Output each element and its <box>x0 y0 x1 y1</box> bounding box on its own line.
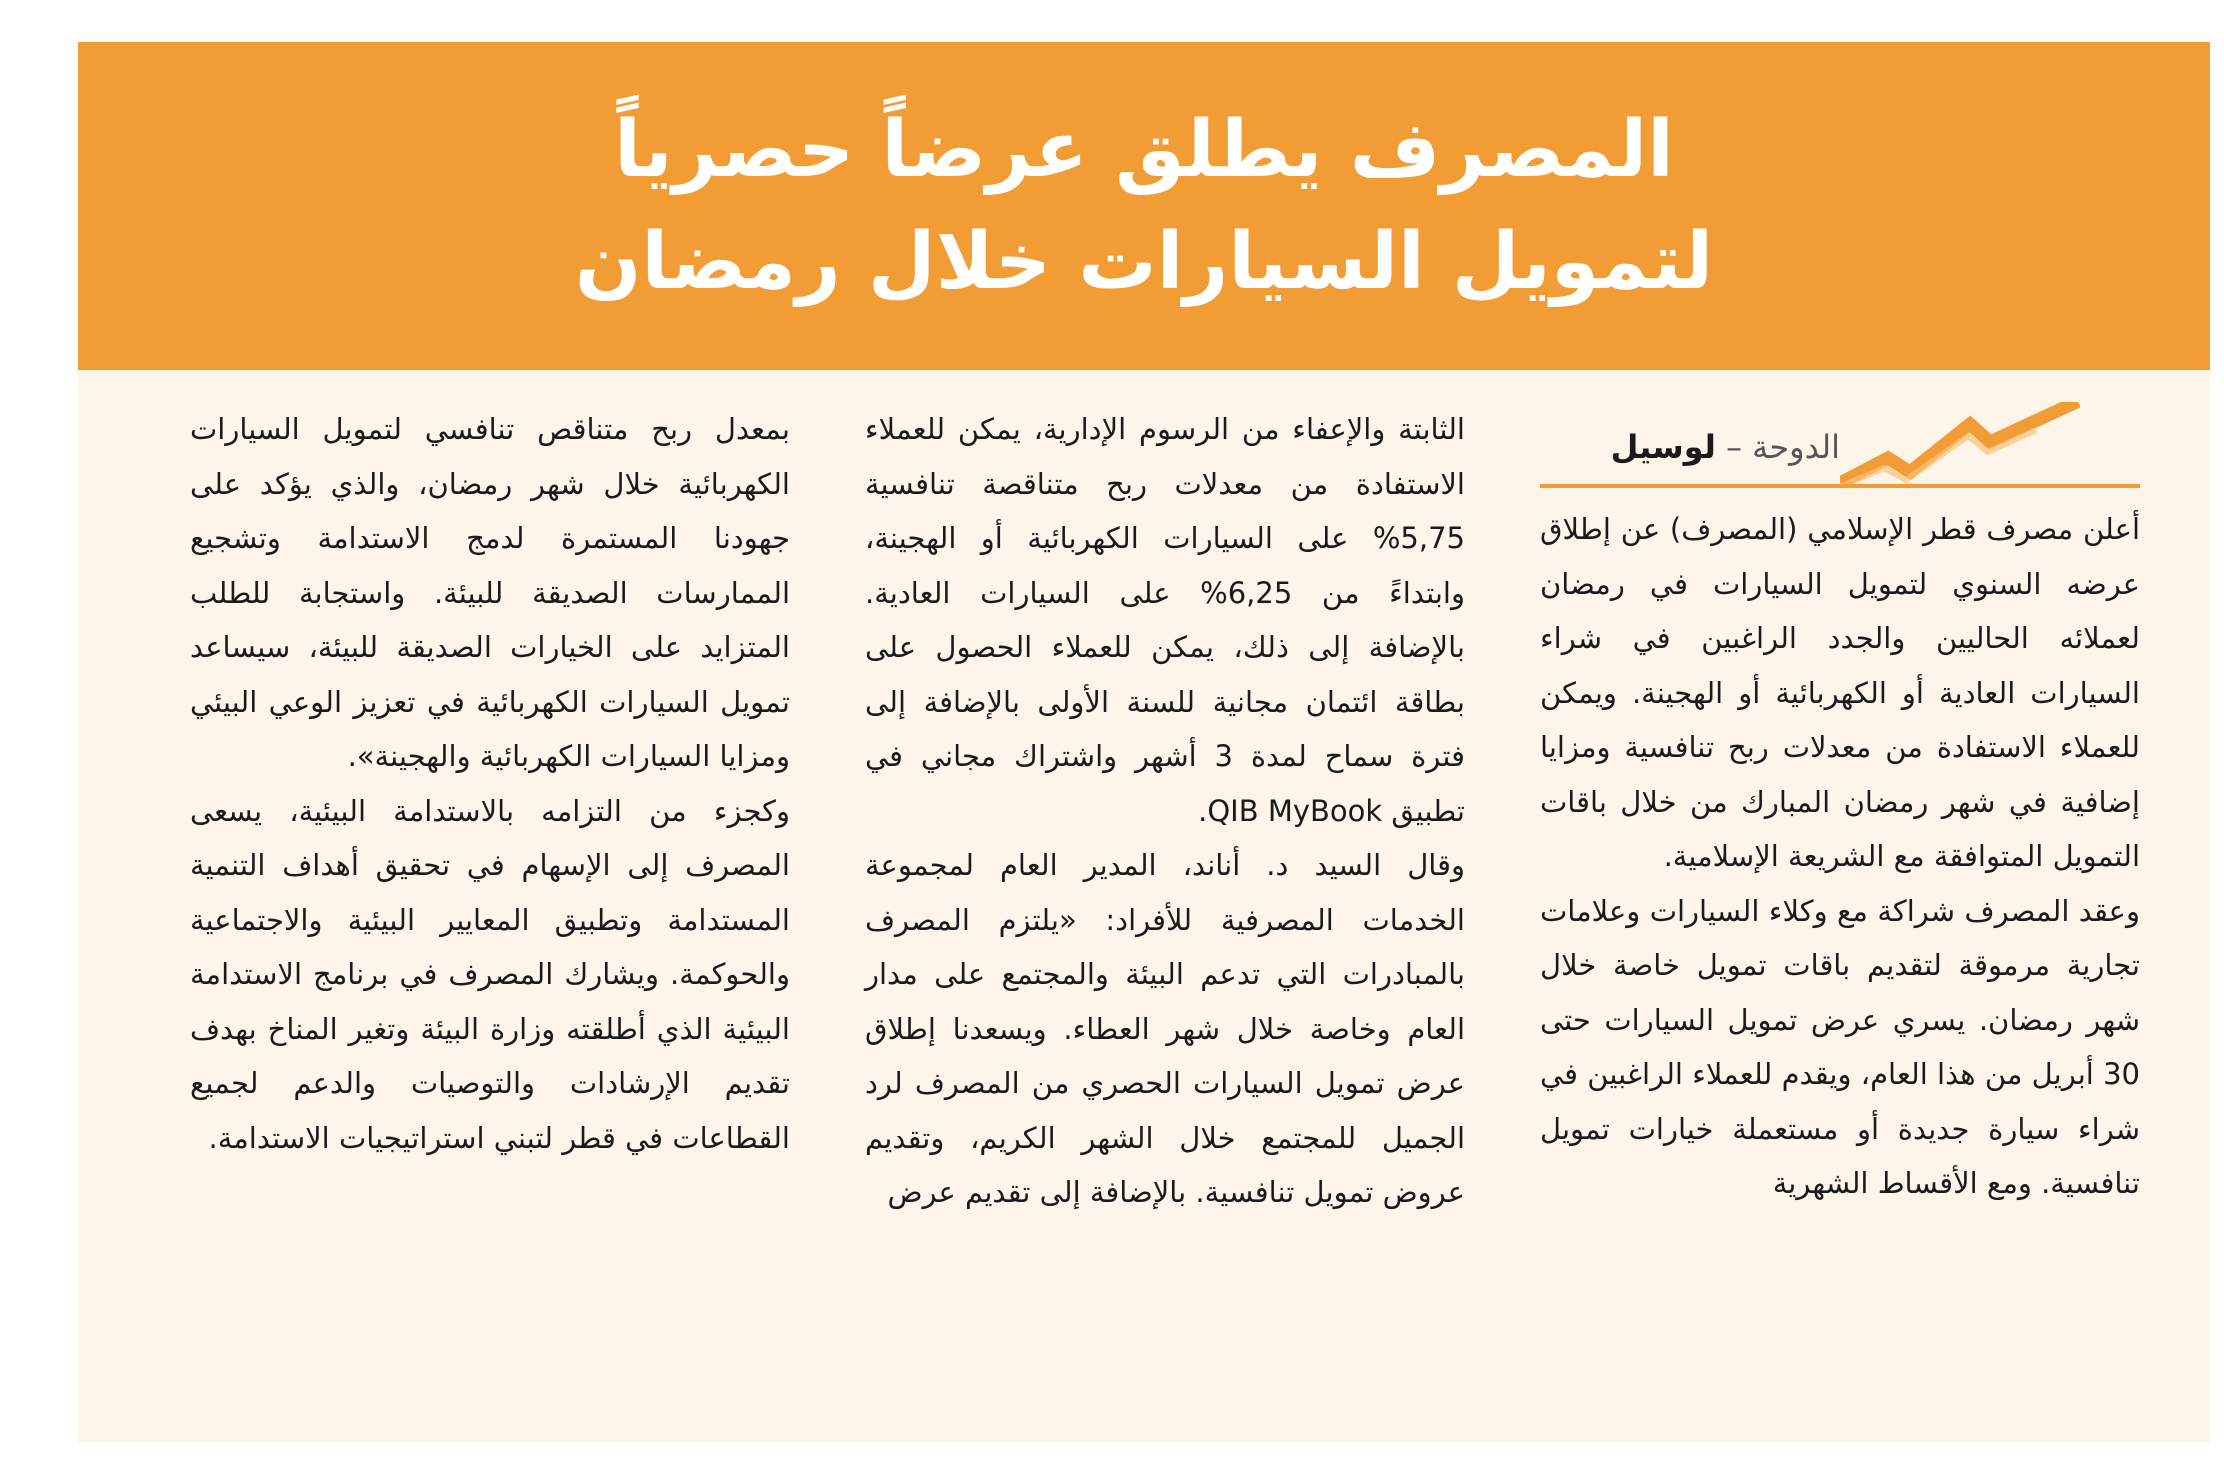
headline-line-2: لتمويل السيارات خلال رمضان <box>574 217 1714 307</box>
article-column-1 <box>1540 402 2140 1211</box>
article-body <box>78 402 2210 1422</box>
article-column-3 <box>190 402 790 1165</box>
article-paragraph: أعلن مصرف قطر الإسلامي (المصرف) عن إطلاق عرضه السنوي لتمويل السيارات في رمضان لعملائه الحاليين والجدد الراغبين في شراء السيارات العادية أو الكهربائية أو الهجينة. ويمكن للعملاء الاستفادة من معدلات ربح تنافسية ومزايا إضافية في شهر رمضان المبارك من خلال باقات التمويل المتوافقة مع الشريعة الإسلامية. <box>1540 512 2140 873</box>
byline-text <box>1611 420 1840 475</box>
byline-city: الدوحة <box>1752 428 1840 466</box>
article-paragraph: الثابتة والإعفاء من الرسوم الإدارية، يمكن للعملاء الاستفادة من معدلات ربح متناقصة تنافسية 5,75% على السيارات الكهربائية أو الهجينة، وابتداءً من 6,25% على السيارات العادية. بالإضافة إلى ذلك، يمكن للعملاء الحصول على بطاقة ائتمان مجانية للسنة الأولى بالإضافة إلى فترة سماح لمدة 3 أشهر واشتراك مجاني في تطبيق QIB MyBook. <box>865 412 1465 828</box>
article-paragraph: وكجزء من التزامه بالاستدامة البيئية، يسعى المصرف إلى الإسهام في تحقيق أهداف التنمية المستدامة وتطبيق المعايير البيئية والاجتماعية والحوكمة. ويشارك المصرف في برنامج الاستدامة البيئية الذي أطلقته وزارة البيئة وتغير المناخ بهدف تقديم الإرشادات والتوصيات والدعم لجميع القطاعات في قطر لتبني استراتيجيات الاستدامة. <box>190 793 790 1155</box>
byline <box>1540 402 2140 492</box>
byline-separator: – <box>1726 428 1742 466</box>
byline-brand: لوسيل <box>1610 428 1716 466</box>
article-column-2 <box>865 402 1465 1220</box>
newspaper-page <box>78 42 2210 1442</box>
article-paragraph: وعقد المصرف شراكة مع وكلاء السيارات وعلامات تجارية مرموقة لتقديم باقات تمويل خاصة خلال شهر رمضان. يسري عرض تمويل السيارات حتى 30 أبريل من هذا العام، ويقدم للعملاء الراغبين في شراء سيارة جديدة أو مستعملة خيارات تمويل تنافسية. ومع الأقساط الشهرية <box>1540 893 2140 1200</box>
byline-divider <box>1540 484 2140 488</box>
article-paragraph: وقال السيد د. أناند، المدير العام لمجموعة الخدمات المصرفية للأفراد: «يلتزم المصرف بالمبادرات التي تدعم البيئة والمجتمع على مدار العام وخاصة خلال شهر العطاء. ويسعدنا إطلاق عرض تمويل السيارات الحصري من المصرف لرد الجميل للمجتمع خلال الشهر الكريم، وتقديم عروض تمويل تنافسية. بالإضافة إلى تقديم عرض <box>865 848 1465 1209</box>
article-paragraph: بمعدل ربح متناقص تنافسي لتمويل السيارات الكهربائية خلال شهر رمضان، والذي يؤكد على جهودنا المستمرة لدمج الاستدامة وتشجيع الممارسات الصديقة للبيئة. واستجابة للطلب المتزايد على الخيارات الصديقة للبيئة، سيساعد تمويل السيارات الكهربائية في تعزيز الوعي البيئي ومزايا السيارات الكهربائية والهجينة». <box>190 412 790 773</box>
zigzag-logo-icon <box>1840 402 2080 488</box>
headline-banner <box>78 42 2210 370</box>
headline-line-1: المصرف يطلق عرضاً حصرياً <box>614 105 1674 195</box>
